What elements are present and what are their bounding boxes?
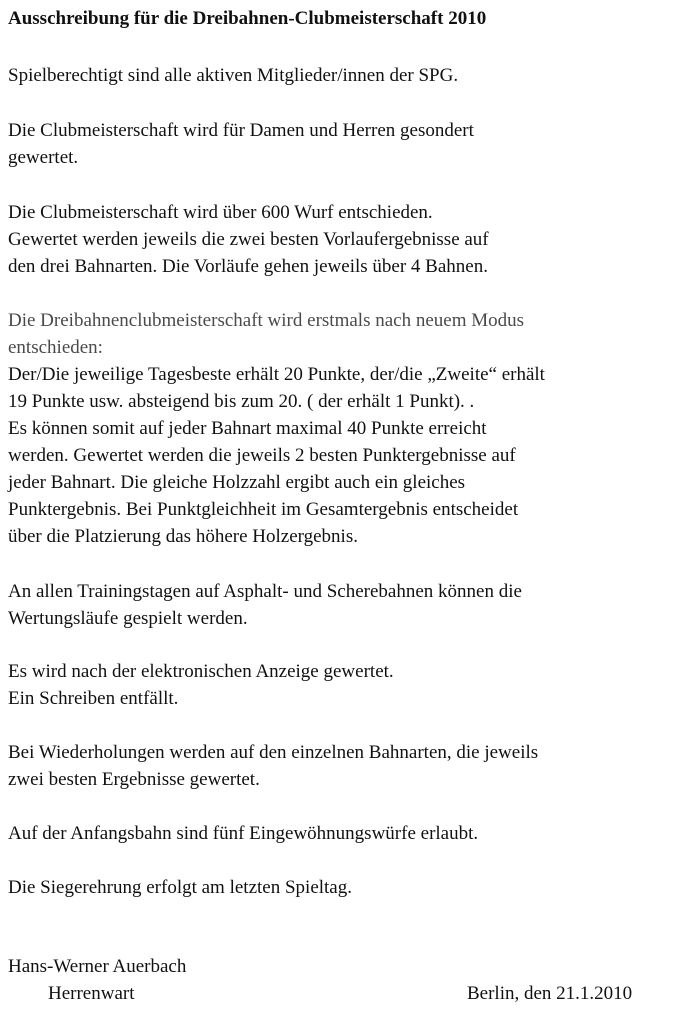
paragraph-scoring-mode (8, 307, 545, 550)
text-line: Bei Wiederholungen werden auf den einzelnen Bahnarten, die jeweils (8, 742, 539, 763)
text-line: Die Dreibahnenclubmeisterschaft wird erstmals nach neuem Modus (8, 310, 525, 331)
paragraph-electronic-display (8, 658, 394, 712)
text-line: entschieden: (8, 337, 103, 358)
text-line: werden. Gewertet werden die jeweils 2 besten Punktergebnisse auf (8, 445, 516, 466)
paragraph-throws (8, 199, 489, 280)
paragraph-training-days (8, 578, 522, 632)
text-line: den drei Bahnarten. Die Vorläufe gehen jeweils über 4 Bahnen. (8, 256, 488, 277)
text-line: jeder Bahnart. Die gleiche Holzzahl ergibt auch ein gleiches (8, 472, 466, 493)
text-line: über die Platzierung das höhere Holzergebnis. (8, 526, 358, 547)
text-line: Es können somit auf jeder Bahnart maximal 40 Punkte erreicht (8, 418, 487, 439)
paragraph-warmup-throws (8, 820, 478, 847)
paragraph-gender-rating (8, 117, 474, 171)
signature-name: Hans-Werner Auerbach (8, 956, 187, 977)
paragraph-award-ceremony (8, 874, 352, 901)
text-line: Die Clubmeisterschaft wird über 600 Wurf entschieden. (8, 202, 433, 223)
text-line: Gewertet werden jeweils die zwei besten Vorlaufergebnisse auf (8, 229, 489, 250)
text-line: gewertet. (8, 147, 79, 168)
paragraph-eligibility (8, 62, 458, 89)
document-title: Ausschreibung für die Dreibahnen-Clubmeisterschaft 2010 (8, 8, 487, 29)
text-line: Die Siegerehrung erfolgt am letzten Spieltag. (8, 877, 352, 898)
text-line: Wertungsläufe gespielt werden. (8, 608, 248, 629)
text-line: Der/Die jeweilige Tagesbeste erhält 20 Punkte, der/die „Zweite“ erhält (8, 364, 545, 385)
text-line: Punktergebnis. Bei Punktgleichheit im Gesamtergebnis entscheidet (8, 499, 519, 520)
text-line: zwei besten Ergebnisse gewertet. (8, 769, 260, 790)
text-line: Auf der Anfangsbahn sind fünf Eingewöhnungswürfe erlaubt. (8, 823, 479, 844)
text-line: Es wird nach der elektronischen Anzeige gewertet. (8, 661, 394, 682)
place-date: Berlin, den 21.1.2010 (467, 983, 633, 1004)
text-line: 19 Punkte usw. absteigend bis zum 20. ( der erhält 1 Punkt). . (8, 391, 475, 412)
text-line: An allen Trainingstagen auf Asphalt- und Scherebahnen können die (8, 581, 522, 602)
paragraph-repetitions (8, 739, 538, 793)
text-line: Spielberechtigt sind alle aktiven Mitglieder/innen der SPG. (8, 65, 459, 86)
text-line: Ein Schreiben entfällt. (8, 688, 179, 709)
text-line: Die Clubmeisterschaft wird für Damen und Herren gesondert (8, 120, 474, 141)
signature-role: Herrenwart (48, 983, 135, 1004)
